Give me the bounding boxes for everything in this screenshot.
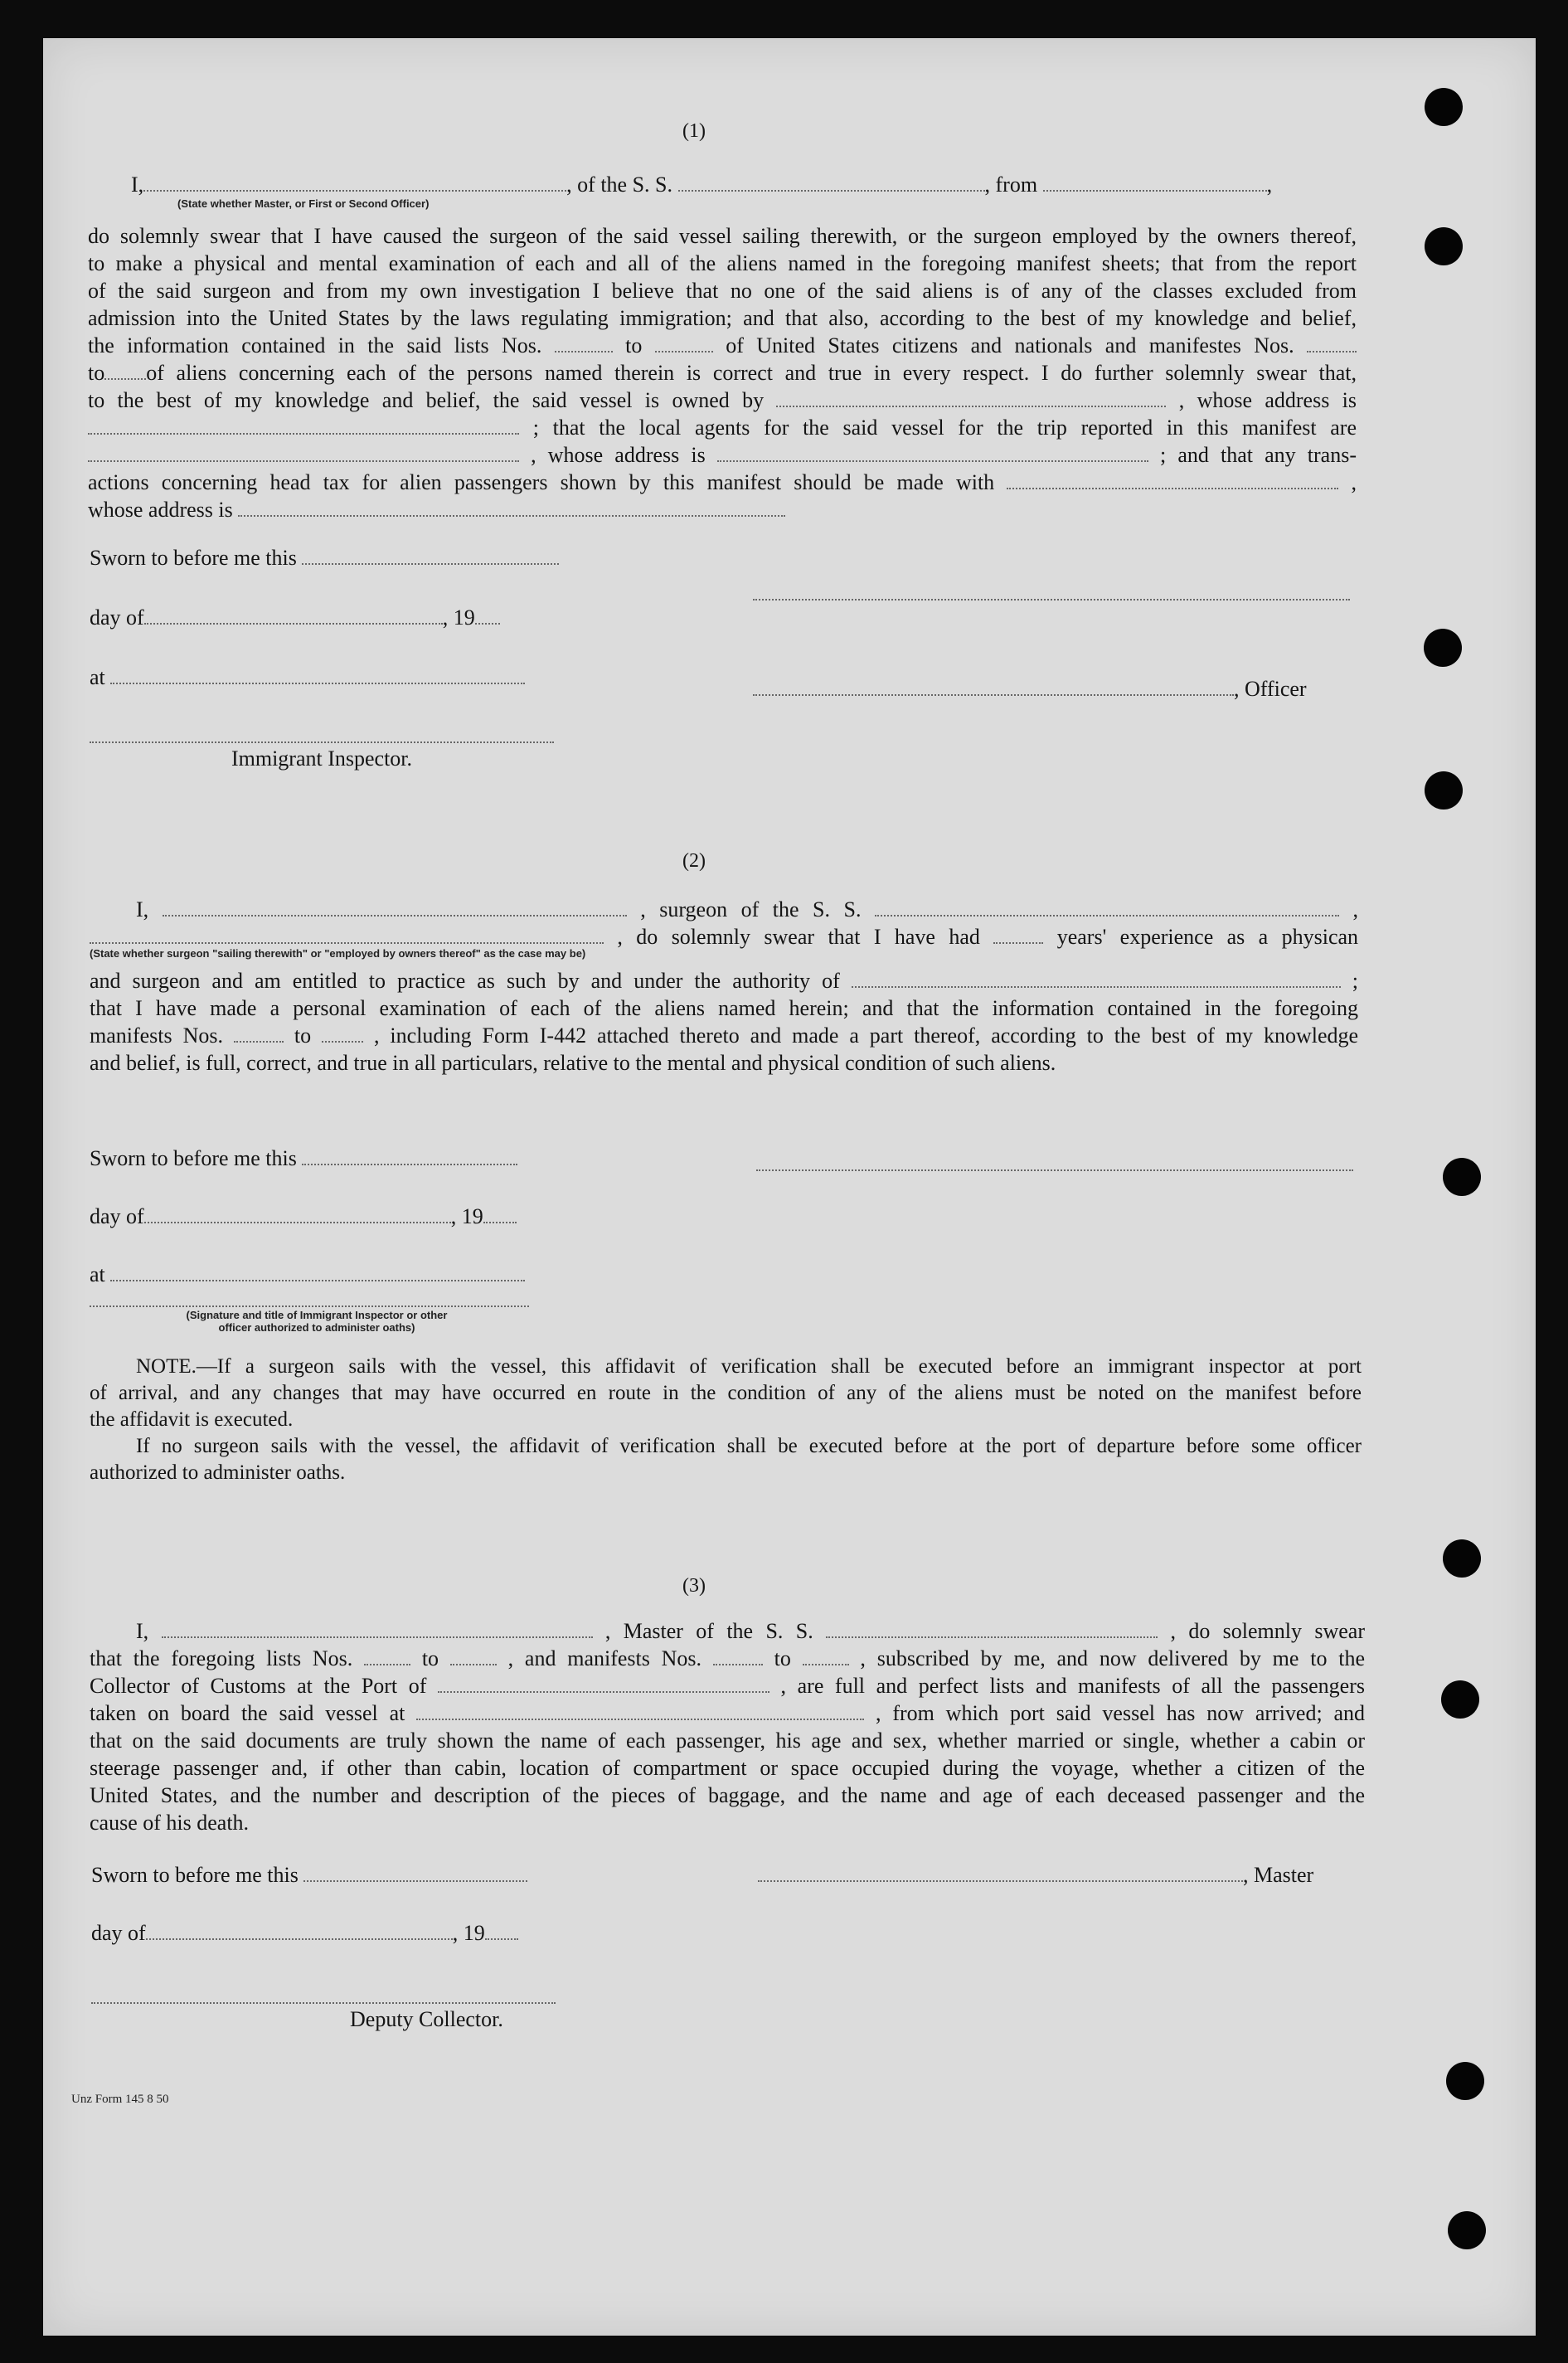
text-fragment: ; — [1352, 969, 1359, 993]
text-fragment: ; that the local agents for the said vessel for the trip reported in this manifest are — [532, 416, 1357, 440]
text-fragment: and surgeon and am entitled to practice as such by and under the authority of — [90, 969, 840, 993]
section-3-line: cause of his death. — [90, 1811, 250, 1835]
section-1-line — [88, 387, 1357, 414]
day-of-field[interactable] — [144, 1205, 451, 1223]
master-vessel-field[interactable] — [826, 1620, 1158, 1638]
day-of-field[interactable] — [146, 1922, 453, 1940]
punch-hole — [1425, 88, 1463, 126]
text-fragment: Collector of Customs at the Port of — [90, 1674, 427, 1698]
end-comma: , — [1266, 173, 1273, 197]
text-fragment: officer authorized to administer oaths) — [218, 1321, 415, 1334]
text-fragment: , are full and perfect lists and manifests of all the passengers — [780, 1674, 1366, 1698]
manifests-to-field[interactable] — [104, 362, 146, 380]
boarding-port-field[interactable] — [416, 1702, 864, 1720]
section-1-line: admission into the United States by the laws regulating immigration; and that also, according to the best of my knowledge and belief, — [88, 306, 1357, 330]
text-fragment: to — [774, 1646, 791, 1670]
text-fragment: to the best of my knowledge and belief, the said vessel is owned by — [88, 388, 765, 412]
master-signature-line — [758, 1863, 1371, 1888]
sworn-label — [91, 1863, 527, 1888]
section-3-number: (3) — [682, 1575, 706, 1597]
officer-signature-line — [753, 677, 1367, 702]
text-fragment: of aliens concerning each of the persons named therein is correct and true in every respect. I do further solemnly swear that, — [146, 361, 1357, 385]
sworn-label — [90, 546, 559, 571]
day-of-label — [90, 1204, 517, 1229]
manifests-from-field[interactable] — [713, 1647, 763, 1665]
text-fragment: , subscribed by me, and now delivered by me to the — [860, 1646, 1365, 1670]
owner-address-field[interactable] — [88, 416, 519, 435]
sworn-date-field[interactable] — [302, 547, 559, 565]
manifests-to-field[interactable] — [322, 1024, 363, 1043]
text-fragment: to — [88, 361, 105, 385]
text-fragment: , whose address is — [1178, 388, 1357, 412]
text-fragment: at — [90, 665, 105, 689]
of-ss-label: , of the S. S. — [566, 173, 673, 197]
agents-field[interactable] — [88, 444, 519, 462]
punch-hole — [1424, 629, 1462, 667]
sworn-date-field[interactable] — [303, 1864, 527, 1882]
lists-to-field[interactable] — [450, 1647, 497, 1665]
section-1-number: (1) — [682, 120, 706, 142]
signature-line[interactable] — [753, 599, 1350, 600]
text-fragment: , and manifests Nos. — [507, 1646, 702, 1670]
at-place-field[interactable] — [110, 666, 525, 684]
inspector-signature-line[interactable] — [90, 1305, 529, 1307]
punch-hole — [1441, 1680, 1479, 1719]
note-line: of arrival, and any changes that may have occurred en route in the condition of any of the aliens must be noted on the manifest before — [90, 1382, 1362, 1404]
section-1-officer-line — [90, 171, 1358, 198]
vessel-name-field[interactable] — [678, 173, 985, 192]
from-label: , from — [984, 173, 1038, 197]
day-of-label — [91, 1921, 518, 1946]
section-1-line: of the said surgeon and from my own investigation I believe that no one of the said aliens is of any of the classes excluded from — [88, 279, 1357, 303]
port-field[interactable] — [438, 1675, 769, 1693]
deputy-label: Deputy Collector. — [350, 2007, 503, 2031]
pronoun-label: I, — [131, 173, 144, 197]
day-of-label — [90, 605, 500, 630]
text-fragment: that the foregoing lists Nos. — [90, 1646, 353, 1670]
text-fragment: of United States citizens and nationals and manifestes Nos. — [726, 333, 1294, 357]
text-fragment: ; and that any trans- — [1160, 443, 1357, 467]
manifests-from-field[interactable] — [234, 1024, 284, 1043]
section-3-line: that on the said documents are truly shown the name of each passenger, his age and sex, whether married or single, whether a cabin or — [90, 1728, 1365, 1753]
section-1-body — [88, 222, 1357, 523]
text-fragment: at — [90, 1262, 105, 1286]
text-fragment: I, — [136, 897, 149, 921]
text-fragment: to — [625, 333, 643, 357]
note-line: the affidavit is executed. — [90, 1408, 294, 1431]
text-fragment: Sworn to before me this — [90, 546, 297, 570]
punch-hole — [1446, 2062, 1484, 2100]
surgeon-caption: (State whether surgeon "sailing therewith" or "employed by owners thereof" as the case may be) — [90, 947, 586, 960]
sworn-date-field[interactable] — [302, 1147, 517, 1165]
surgeon-vessel-field[interactable] — [875, 898, 1339, 917]
section-2-line: that I have made a personal examination of each of the aliens named herein; and that the information contained in the foregoing — [90, 996, 1358, 1020]
section-1-line — [88, 414, 1357, 441]
section-3-line — [90, 1645, 1365, 1672]
year-field[interactable] — [475, 606, 500, 625]
master-signature-field[interactable] — [758, 1864, 1243, 1882]
text-fragment: the information contained in the said lists Nos. — [88, 333, 542, 357]
head-tax-address-field[interactable] — [238, 498, 785, 517]
section-1-line: do solemnly swear that I have caused the surgeon of the said vessel sailing therewith, or the surgeon employed by the owners thereof, — [88, 224, 1357, 248]
punch-hole — [1443, 1158, 1481, 1196]
punch-hole — [1448, 2211, 1486, 2249]
section-3-line — [90, 1672, 1365, 1699]
year-field[interactable] — [485, 1922, 518, 1940]
text-fragment: actions concerning head tax for alien passengers shown by this manifest should be made with — [88, 470, 995, 494]
text-fragment: , surgeon of the S. S. — [640, 897, 862, 921]
punch-hole — [1425, 771, 1463, 810]
section-2-line — [90, 1022, 1358, 1049]
text-fragment: day of — [90, 605, 144, 630]
lists-from-field[interactable] — [555, 334, 613, 353]
text-fragment: taken on board the said vessel at — [90, 1701, 405, 1725]
section-1-line — [88, 359, 1357, 387]
form-page — [43, 38, 1536, 2336]
authority-field[interactable] — [852, 970, 1341, 988]
text-fragment: , do solemnly swear — [1170, 1619, 1365, 1643]
section-2-body-2 — [90, 967, 1358, 1077]
text-fragment: , Master — [1243, 1863, 1314, 1887]
master-name-field[interactable] — [162, 1620, 593, 1638]
section-1-line — [88, 332, 1357, 359]
years-field[interactable] — [993, 926, 1043, 944]
section-2-line — [90, 896, 1358, 923]
officer-caption: (State whether Master, or First or Second Officer) — [177, 197, 430, 210]
lists-to-field[interactable] — [655, 334, 713, 353]
text-fragment: I, — [136, 1619, 149, 1643]
text-fragment: to — [294, 1023, 312, 1048]
note-line: NOTE.—If a surgeon sails with the vessel, this affidavit of verification shall be executed before an immigrant inspector at port — [136, 1355, 1362, 1378]
text-fragment: day of — [91, 1921, 146, 1945]
text-fragment: to — [421, 1646, 439, 1670]
at-label — [90, 665, 525, 690]
text-fragment: , do solemnly swear that I have had — [617, 925, 980, 949]
note-line: If no surgeon sails with the vessel, the affidavit of verification shall be executed before at the port of departure before some officer — [136, 1435, 1362, 1457]
text-fragment: , Master of the S. S. — [604, 1619, 813, 1643]
text-fragment: , including Form I-442 attached thereto and made a part thereof, according to the best of my knowledge — [373, 1023, 1359, 1048]
text-fragment: , — [1351, 470, 1357, 494]
section-3-line — [90, 1699, 1365, 1727]
text-fragment: Sworn to before me this — [90, 1146, 297, 1170]
punch-hole — [1425, 227, 1463, 265]
text-fragment: , 19 — [450, 1204, 483, 1228]
signature-line[interactable] — [756, 1169, 1353, 1171]
owner-field[interactable] — [776, 389, 1166, 407]
at-place-field[interactable] — [110, 1263, 525, 1281]
punch-hole — [1443, 1539, 1481, 1578]
note-block — [90, 1354, 1362, 1486]
section-3-line: United States, and the number and description of the pieces of baggage, and the name and age of each deceased passenger and the — [90, 1783, 1365, 1807]
text-fragment: whose address is — [88, 498, 233, 522]
manifests-from-field[interactable] — [1307, 334, 1357, 353]
inspector-label: Immigrant Inspector. — [231, 746, 413, 771]
year-field[interactable] — [483, 1205, 517, 1223]
form-footer: Unz Form 145 8 50 — [71, 2093, 169, 2106]
inspector-signature-line[interactable] — [90, 741, 554, 743]
section-3-body — [90, 1617, 1365, 1836]
head-tax-contact-field[interactable] — [1007, 471, 1338, 489]
section-2-line — [90, 967, 1358, 994]
agents-address-field[interactable] — [717, 444, 1148, 462]
section-2-number: (2) — [682, 850, 706, 872]
text-fragment: , Officer — [1234, 677, 1307, 701]
from-port-field[interactable] — [1043, 173, 1267, 192]
text-fragment: day of — [90, 1204, 144, 1228]
lists-from-field[interactable] — [364, 1647, 410, 1665]
section-1-line — [88, 441, 1357, 469]
text-fragment: , 19 — [442, 605, 475, 630]
text-fragment: , — [1352, 897, 1358, 921]
manifests-to-field[interactable] — [803, 1647, 849, 1665]
section-2-body — [90, 896, 1358, 951]
section-3-line — [90, 1617, 1365, 1645]
officer-name-field[interactable] — [143, 173, 566, 192]
sworn-label — [90, 1146, 517, 1171]
section-1-line — [88, 469, 1357, 496]
surgeon-type-field[interactable] — [90, 926, 604, 944]
text-fragment: , whose address is — [531, 443, 706, 467]
text-fragment: manifests Nos. — [90, 1023, 223, 1048]
surgeon-name-field[interactable] — [163, 898, 627, 917]
at-label — [90, 1262, 525, 1287]
section-1-line — [88, 496, 1357, 523]
text-fragment: , 19 — [452, 1921, 485, 1945]
text-fragment: , from which port said vessel has now arrived; and — [876, 1701, 1366, 1725]
section-1-line: to make a physical and mental examination of each and all of the aliens named in the foregoing manifest sheets; that from the report — [88, 251, 1357, 275]
text-fragment: Sworn to before me this — [91, 1863, 299, 1887]
section-2-line: and belief, is full, correct, and true in all particulars, relative to the mental and physical condition of such aliens. — [90, 1051, 1056, 1075]
section-3-line: steerage passenger and, if other than cabin, location of compartment or space occupied during the voyage, whether a citizen of the — [90, 1756, 1365, 1780]
officer-signature-field[interactable] — [753, 678, 1234, 696]
text-fragment: years' experience as a physican — [1056, 925, 1359, 949]
text-fragment: (Signature and title of Immigrant Inspector or other — [186, 1309, 448, 1321]
day-of-field[interactable] — [144, 606, 443, 625]
signature-caption — [118, 1309, 516, 1334]
deputy-signature-line[interactable] — [91, 2002, 556, 2004]
note-line: authorized to administer oaths. — [90, 1461, 346, 1484]
